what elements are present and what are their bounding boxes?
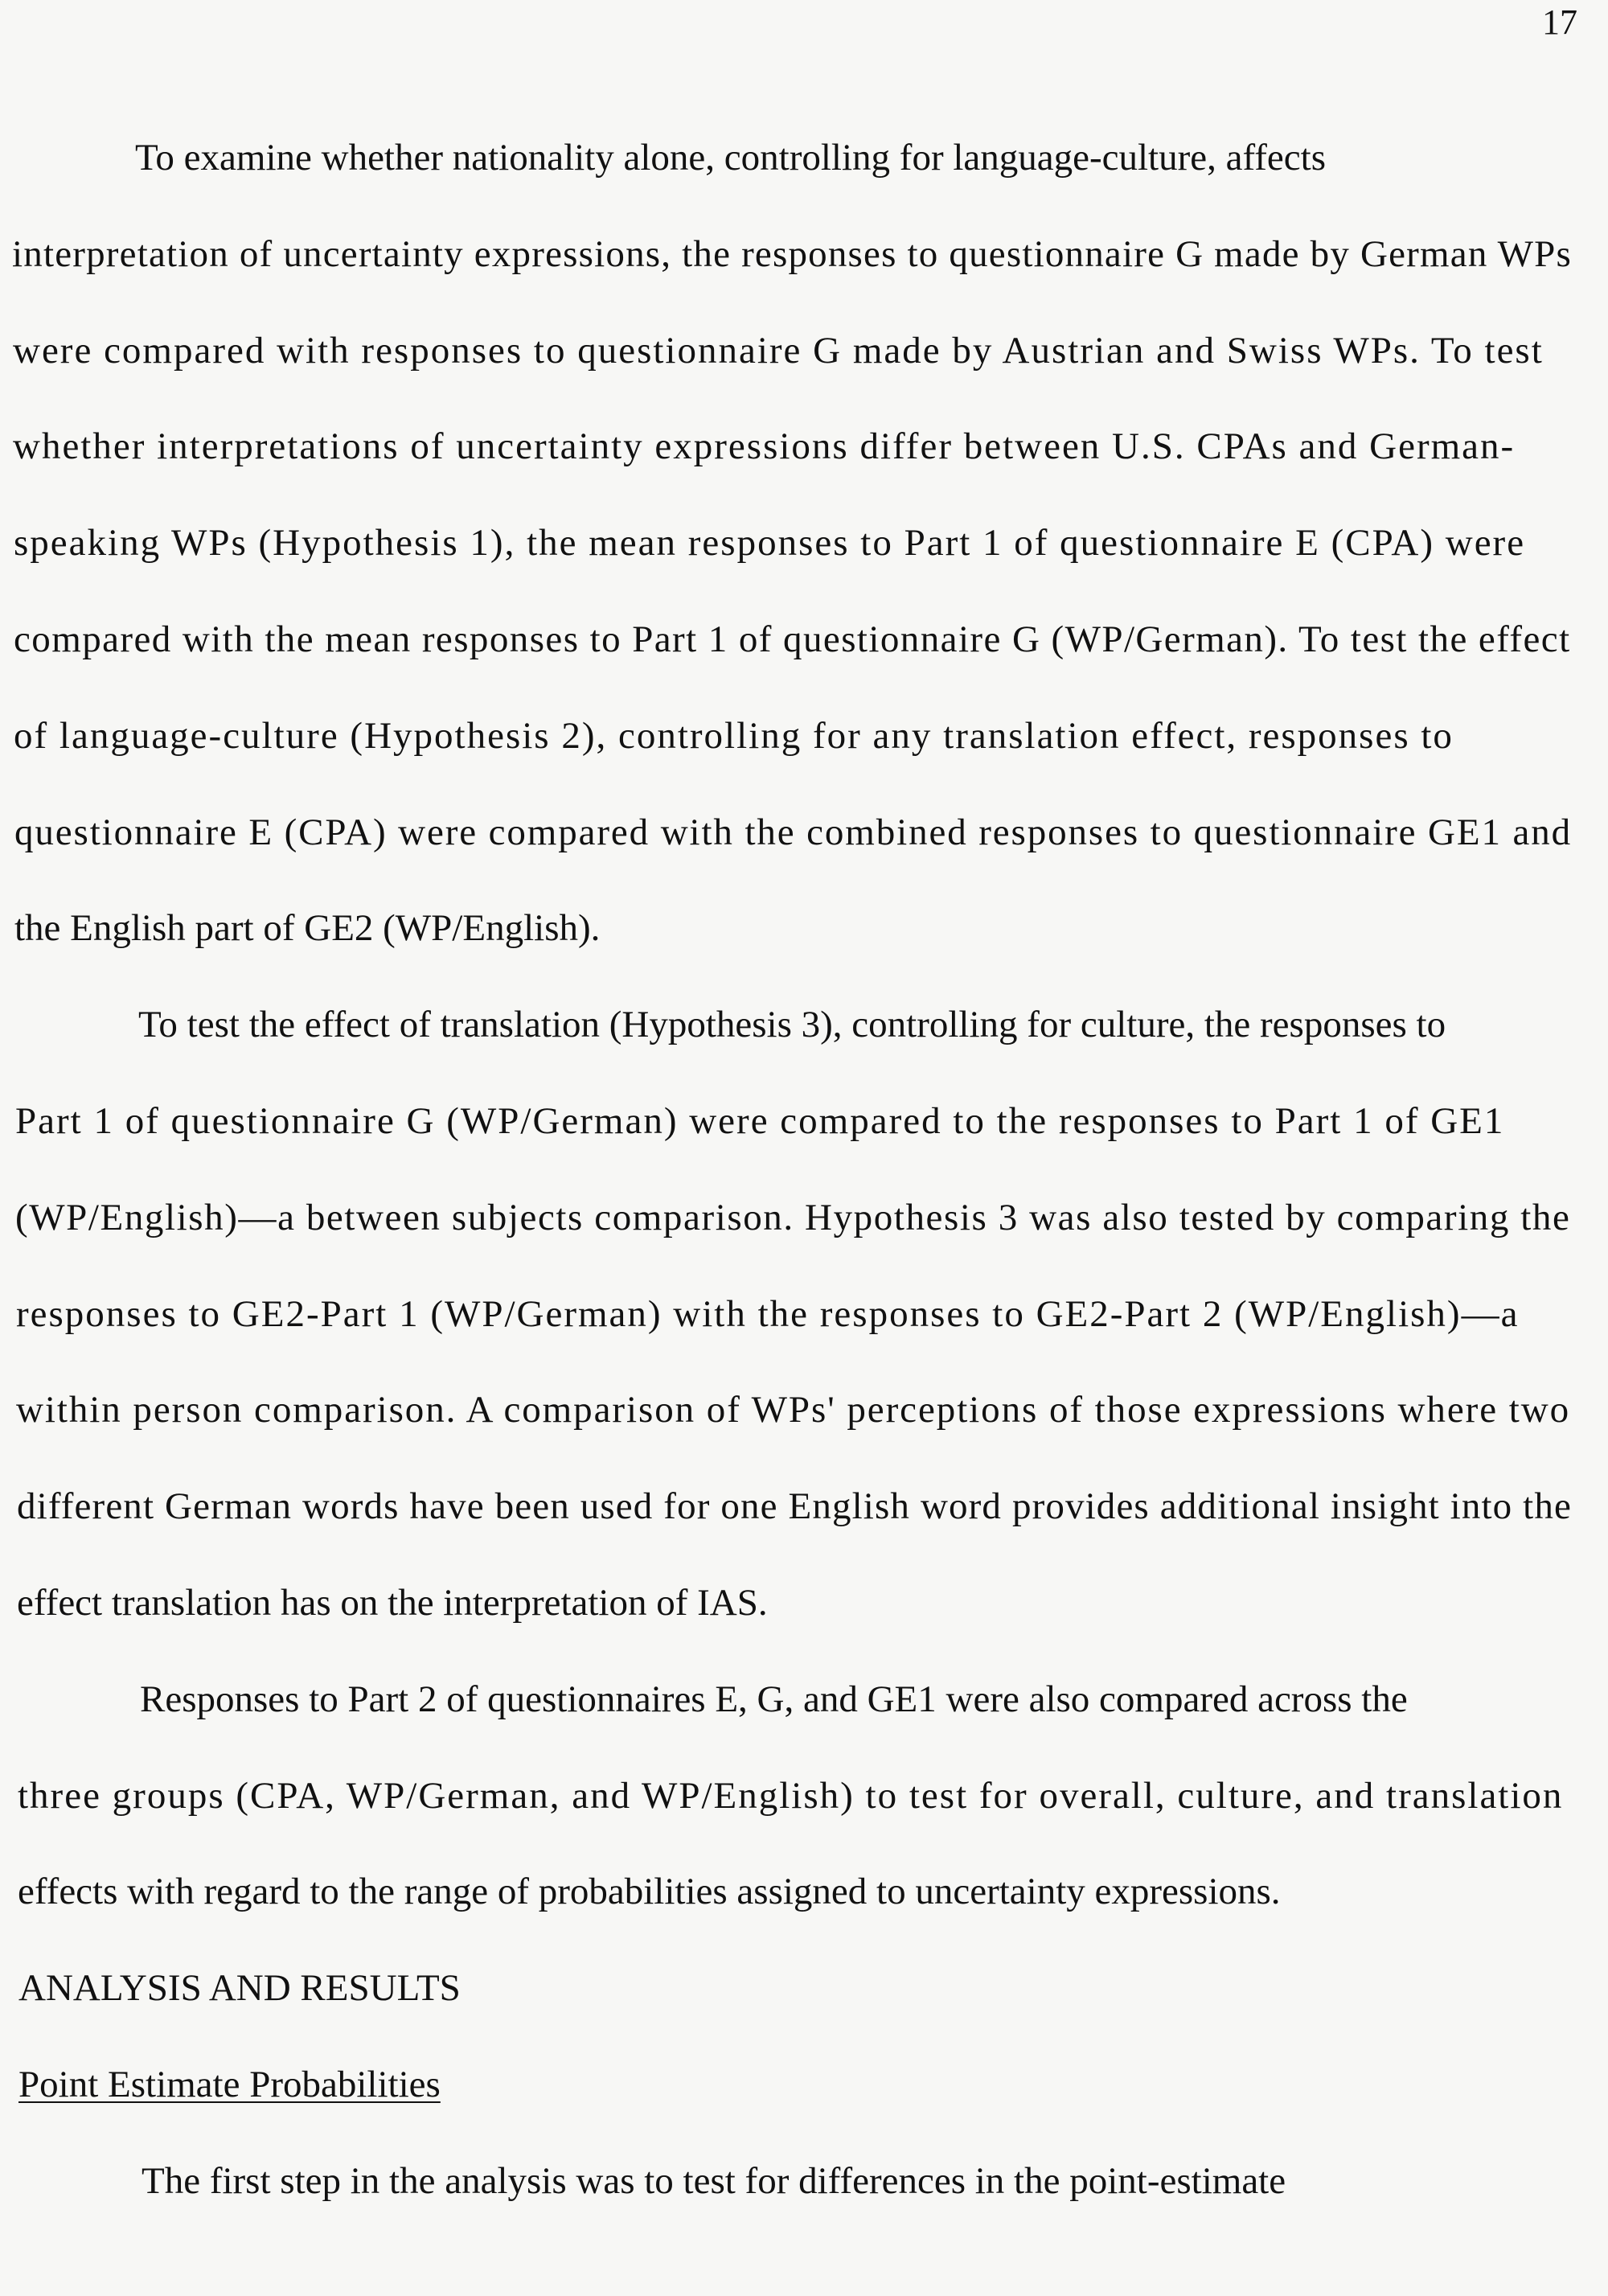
text-line: responses to GE2-Part 1 (WP/German) with the responses to GE2-Part 2 (WP/English)—a bbox=[16, 1292, 1520, 1335]
text-line: To examine whether nationality alone, controlling for language-culture, affects bbox=[135, 137, 1327, 179]
section-heading: ANALYSIS AND RESULTS bbox=[18, 1967, 461, 2010]
text-line: of language-culture (Hypothesis 2), controlling for any translation effect, responses to bbox=[14, 714, 1454, 757]
text-line: the English part of GE2 (WP/English). bbox=[14, 907, 601, 950]
text-line: compared with the mean responses to Part 1 of questionnaire G (WP/German). To test the effect bbox=[14, 618, 1571, 660]
text-line: Part 1 of questionnaire G (WP/German) were compared to the responses to Part 1 of GE1 bbox=[15, 1100, 1505, 1142]
text-line: speaking WPs (Hypothesis 1), the mean responses to Part 1 of questionnaire E (CPA) were bbox=[14, 522, 1526, 565]
text-line: within person comparison. A comparison of WPs' perceptions of those expressions where two bbox=[16, 1389, 1571, 1431]
text-line: To test the effect of translation (Hypothesis 3), controlling for culture, the responses to bbox=[138, 1004, 1446, 1046]
text-line: questionnaire E (CPA) were compared with the combined responses to questionnaire GE1 and bbox=[14, 811, 1572, 853]
text-line: were compared with responses to questionnaire G made by Austrian and Swiss WPs. To test bbox=[13, 329, 1544, 372]
text-line: effect translation has on the interpretation of IAS. bbox=[17, 1582, 768, 1624]
page-number: 17 bbox=[1542, 2, 1577, 42]
text-line: interpretation of uncertainty expressions, the responses to questionnaire G made by German WPs bbox=[12, 232, 1572, 275]
text-line: Responses to Part 2 of questionnaires E, G, and GE1 were also compared across the bbox=[140, 1678, 1408, 1720]
text-line: three groups (CPA, WP/German, and WP/English) to test for overall, culture, and translation bbox=[18, 1774, 1564, 1817]
text-line: (WP/English)—a between subjects comparison. Hypothesis 3 was also tested by comparing the bbox=[15, 1196, 1571, 1238]
subsection-heading: Point Estimate Probabilities bbox=[18, 2064, 441, 2105]
text-line: The first step in the analysis was to test for differences in the point-estimate bbox=[142, 2159, 1286, 2202]
text-line: different German words have been used for one English word provides additional insight into the bbox=[17, 1485, 1572, 1528]
text-line: effects with regard to the range of probabilities assigned to uncertainty expressions. bbox=[18, 1871, 1281, 1913]
text-line: whether interpretations of uncertainty expressions differ between U.S. CPAs and German- bbox=[13, 425, 1516, 468]
